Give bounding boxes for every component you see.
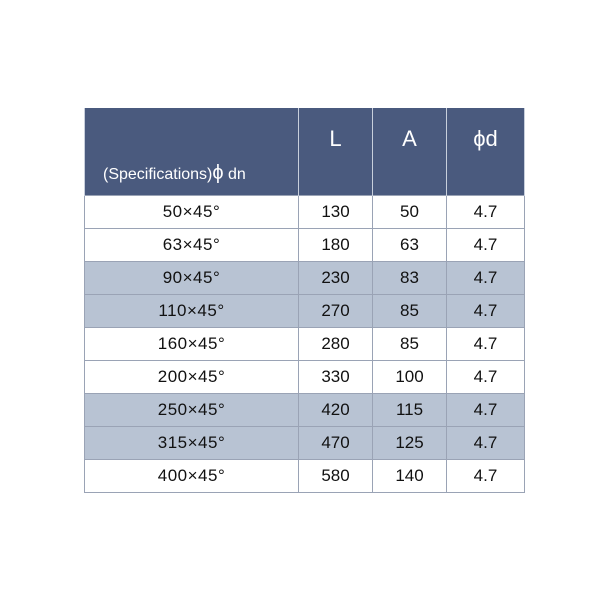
cell-L: 130 <box>299 196 373 229</box>
cell-A: 83 <box>373 262 447 295</box>
header-A: A <box>373 108 447 196</box>
cell-phi-d: 4.7 <box>447 361 525 394</box>
cell-spec: 90×45° <box>85 262 299 295</box>
cell-L: 270 <box>299 295 373 328</box>
table-row <box>85 394 525 427</box>
cell-A: 115 <box>373 394 447 427</box>
header-specifications <box>85 108 299 196</box>
cell-spec: 400×45° <box>85 460 299 493</box>
header-phi-symbol: ϕ <box>212 162 224 184</box>
specification-table <box>84 108 525 493</box>
cell-spec: 250×45° <box>85 394 299 427</box>
cell-A: 50 <box>373 196 447 229</box>
cell-L: 580 <box>299 460 373 493</box>
table-row <box>85 196 525 229</box>
cell-phi-d: 4.7 <box>447 229 525 262</box>
table-row <box>85 460 525 493</box>
table-row <box>85 262 525 295</box>
cell-phi-d: 4.7 <box>447 262 525 295</box>
cell-A: 85 <box>373 295 447 328</box>
cell-spec: 110×45° <box>85 295 299 328</box>
table-row <box>85 295 525 328</box>
table-row <box>85 427 525 460</box>
cell-phi-d: 4.7 <box>447 328 525 361</box>
cell-L: 230 <box>299 262 373 295</box>
cell-A: 63 <box>373 229 447 262</box>
cell-A: 140 <box>373 460 447 493</box>
cell-L: 470 <box>299 427 373 460</box>
cell-spec: 315×45° <box>85 427 299 460</box>
header-specifications-label: (Specifications) <box>103 166 213 183</box>
cell-A: 100 <box>373 361 447 394</box>
cell-L: 180 <box>299 229 373 262</box>
cell-phi-d: 4.7 <box>447 460 525 493</box>
cell-phi-d: 4.7 <box>447 394 525 427</box>
cell-spec: 200×45° <box>85 361 299 394</box>
cell-phi-d: 4.7 <box>447 427 525 460</box>
cell-phi-d: 4.7 <box>447 295 525 328</box>
cell-L: 330 <box>299 361 373 394</box>
cell-phi-d: 4.7 <box>447 196 525 229</box>
cell-L: 280 <box>299 328 373 361</box>
cell-A: 125 <box>373 427 447 460</box>
table-row <box>85 229 525 262</box>
table-row <box>85 328 525 361</box>
header-phi-d: ϕd <box>447 108 525 196</box>
table-header-row <box>85 108 525 196</box>
header-dn-label: dn <box>228 166 246 183</box>
cell-A: 85 <box>373 328 447 361</box>
header-L: L <box>299 108 373 196</box>
cell-L: 420 <box>299 394 373 427</box>
cell-spec: 50×45° <box>85 196 299 229</box>
cell-spec: 160×45° <box>85 328 299 361</box>
table-body <box>85 196 525 493</box>
table-row <box>85 361 525 394</box>
cell-spec: 63×45° <box>85 229 299 262</box>
